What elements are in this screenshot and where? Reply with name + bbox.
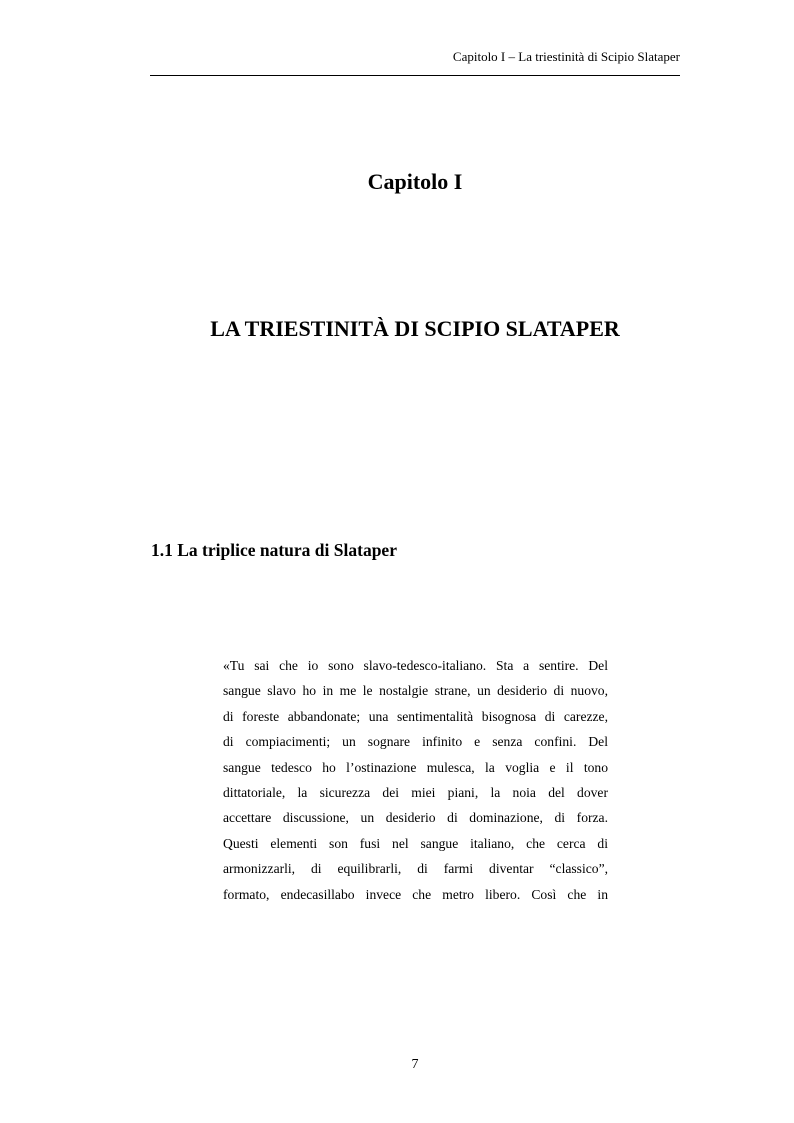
quote-line: sangue tedesco ho l’ostinazione mulesca, la voglia e il tono [223,759,608,775]
chapter-label: Capitolo I [367,169,463,194]
section-heading: 1.1 La triplice natura di Slataper [151,540,397,560]
quote-line: di compiacimenti; un sognare infinito e senza confini. Del [223,734,608,750]
quote-line: formato, endecasillabo invece che metro libero. Così che in [223,886,608,902]
header-rule [150,75,680,76]
quote-line: Questi elementi son fusi nel sangue italiano, che cerca di [223,835,608,851]
quote-line: sangue slavo ho in me le nostalgie strane, un desiderio di nuovo, [223,683,608,699]
chapter-title: LA TRIESTINITÀ DI SCIPIO SLATAPER [210,316,620,341]
page-number: 7 [411,1057,419,1072]
quote-block [223,656,608,910]
quote-line: armonizzarli, di equilibrarli, di farmi diventar “classico”, [223,861,608,877]
running-header: Capitolo I – La triestinità di Scipio Slataper [452,49,680,64]
quote-line: «Tu sai che io sono slavo-tedesco-italiano. Sta a sentire. Del [223,658,608,673]
quote-line: di foreste abbandonate; una sentimentalità bisognosa di carezze, [223,708,608,724]
quote-line: accettare discussione, un desiderio di dominazione, di forza. [223,810,608,826]
quote-line: dittatoriale, la sicurezza dei miei piani, la noia del dover [223,784,608,800]
